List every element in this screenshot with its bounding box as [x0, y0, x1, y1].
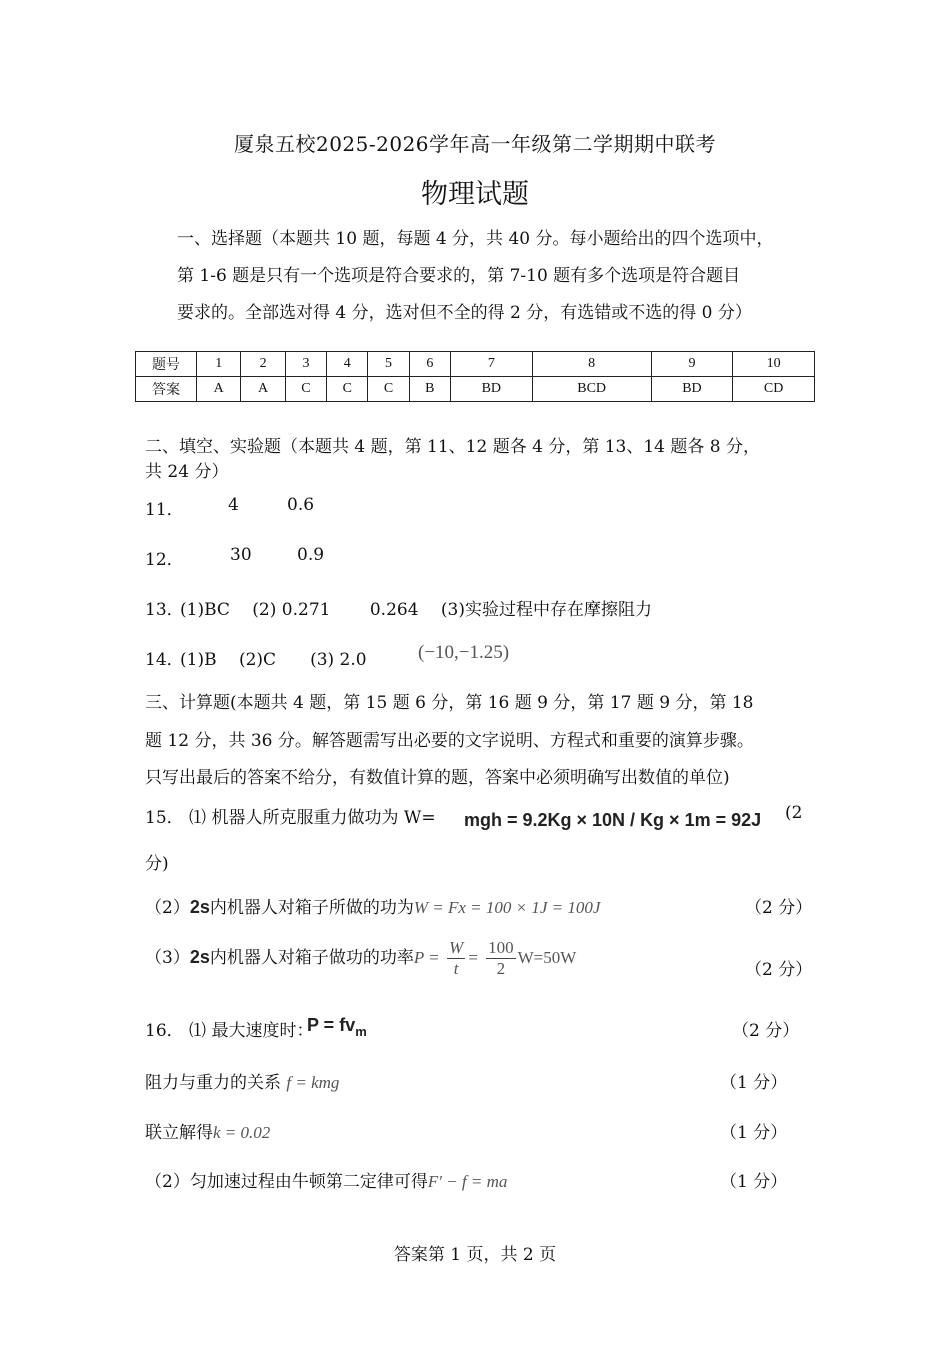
q15-part3-desc: 内机器人对箱子做功的功率 [209, 948, 414, 968]
fraction-numerator: 100 [488, 938, 514, 957]
q16-part3-score: （1 分） [720, 1123, 788, 1143]
formula-main: P = fv [307, 1015, 356, 1035]
q15-part1-score: (2 [785, 803, 803, 823]
q11-number: 11． [145, 500, 184, 520]
row-header: 题号 [136, 352, 197, 377]
q15-part2-text [145, 893, 600, 918]
section3-line: 只写出最后的答案不给分，有数值计算的题，答案中必须明确写出数值的单位) [145, 768, 730, 788]
question-number: 3 [285, 352, 326, 377]
q14-answer: (1)B (2)C (3) 2.0 [180, 650, 367, 670]
section1-line: 要求的。全部选对得 4 分，选对但不全的得 2 分，有选错或不选的得 0 分） [177, 303, 752, 323]
answer-cell: BCD [532, 377, 651, 402]
q12-answer-b: 0.9 [297, 545, 325, 565]
exam-title: 厦泉五校2025-2026学年高一年级第二学期期中联考 [233, 132, 717, 156]
q16-part3-text [145, 1118, 270, 1143]
section2-line: 共 24 分） [145, 462, 229, 482]
q15-part3-equals: = [467, 948, 479, 967]
q16-part1-formula [307, 1015, 367, 1039]
q16-part2-score: （1 分） [720, 1073, 788, 1093]
q15-part3-result: W=50W [517, 948, 577, 967]
answer-cell: A [241, 377, 285, 402]
page-footer: 答案第 1 页，共 2 页 [393, 1245, 557, 1265]
answer-cell: C [368, 377, 409, 402]
section3-line: 三、计算题(本题共 4 题，第 15 题 6 分，第 16 题 9 分，第 17 题 9 分，第 18 [145, 693, 754, 713]
q15-part1-formula: mgh = 9.2Kg × 10N / Kg × 1m = 92J [464, 810, 762, 830]
answer-cell: A [197, 377, 241, 402]
q16-part3-desc: 联立解得 [145, 1123, 213, 1143]
q15-part3-label: （3） [145, 948, 190, 968]
q15-part3-score: （2 分） [745, 960, 813, 980]
q15-part3-text [145, 938, 576, 979]
q16-part3-formula: k = 0.02 [213, 1123, 271, 1142]
question-number: 8 [532, 352, 651, 377]
fraction-numerator: W [449, 938, 464, 957]
question-number: 6 [409, 352, 450, 377]
q16-part4-desc: （2）匀加速过程由牛顿第二定律可得 [145, 1172, 428, 1192]
q15-part3-time: 2s [189, 947, 210, 967]
question-number: 10 [733, 352, 815, 377]
subject-title: 物理试题 [421, 179, 529, 210]
q15-part1-score-unit: 分) [145, 854, 169, 874]
q13-number: 13． [145, 600, 184, 620]
answer-cell: BD [651, 377, 733, 402]
q15-part2-score: （2 分） [745, 898, 813, 918]
q11-answer-a: 4 [228, 495, 239, 515]
fraction-denominator: t [453, 959, 459, 978]
section3-line: 题 12 分，共 36 分。解答题需写出必要的文字说明、方程式和重要的演算步骤。 [145, 731, 754, 751]
section1-line: 第 1-6 题是只有一个选项是符合要求的，第 7-10 题有多个选项是符合题目 [177, 266, 741, 286]
row-header: 答案 [136, 377, 197, 402]
q15-part1-text: 15． ⑴ 机器人所克服重力做功为 W= [145, 808, 436, 828]
formula-subscript: m [355, 1024, 367, 1039]
q15-part2-formula: W = Fx = 100 × 1J = 100J [413, 898, 601, 917]
q12-number: 12． [145, 550, 184, 570]
q15-part2-desc: 内机器人对箱子所做的功为 [209, 898, 414, 918]
q13-answer: (1)BC (2) 0.271 0.264 (3)实验过程中存在摩擦阻力 [180, 600, 653, 620]
q16-part2-formula: f = kmg [286, 1073, 340, 1092]
q16-part4-score: （1 分） [720, 1172, 788, 1192]
q16-part1-text: 16． ⑴ 最大速度时： [145, 1021, 314, 1041]
q12-answer-a: 30 [230, 545, 252, 565]
q14-number: 14． [145, 650, 184, 670]
q11-answer-b: 0.6 [287, 495, 315, 515]
answer-cell: B [409, 377, 450, 402]
q15-part2-label: （2） [145, 898, 190, 918]
q16-part2-desc: 阻力与重力的关系 [145, 1073, 281, 1093]
question-number: 1 [197, 352, 241, 377]
q16-part2-text [145, 1068, 339, 1093]
fraction-denominator: 2 [496, 959, 506, 978]
answer-table [135, 351, 815, 402]
table-row-answers [136, 377, 815, 402]
question-number: 7 [451, 352, 533, 377]
answer-cell: CD [733, 377, 815, 402]
section2-line: 二、填空、实验题（本题共 4 题，第 11、12 题各 4 分，第 13、14 题各 8 分， [145, 437, 761, 457]
q14-coordinate: (−10,−1.25) [418, 642, 510, 663]
question-number: 4 [327, 352, 368, 377]
q15-part3-fraction2 [486, 938, 516, 979]
q16-part4-formula: F′ − f = ma [427, 1172, 508, 1191]
q15-part3-fraction1 [447, 938, 465, 979]
answer-cell: C [327, 377, 368, 402]
question-number: 9 [651, 352, 733, 377]
q15-part3-P: P = [413, 948, 440, 967]
question-number: 5 [368, 352, 409, 377]
question-number: 2 [241, 352, 285, 377]
table-row-numbers [136, 352, 815, 377]
q16-part4-text [145, 1167, 507, 1192]
answer-cell: BD [451, 377, 533, 402]
q16-part1-score: （2 分） [732, 1021, 800, 1041]
section1-line: 一、选择题（本题共 10 题，每题 4 分，共 40 分。每小题给出的四个选项中， [177, 229, 774, 249]
q15-part2-time: 2s [189, 897, 210, 917]
answer-cell: C [285, 377, 326, 402]
